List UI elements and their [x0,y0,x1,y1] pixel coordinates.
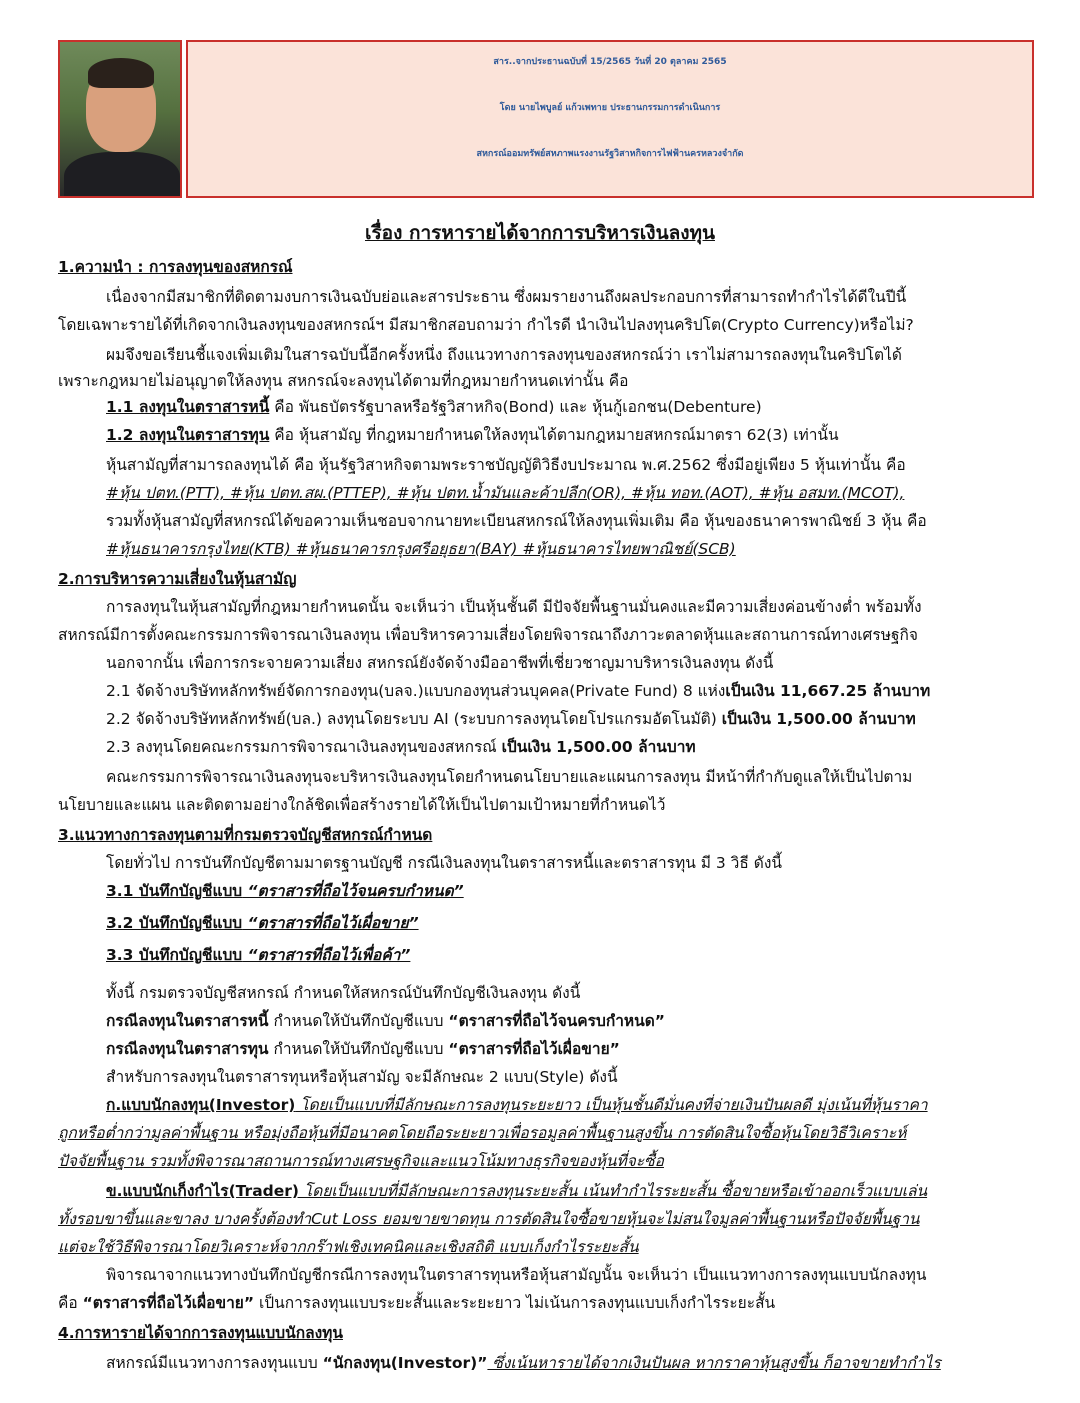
case-debt-heading: กรณีลงทุนในตราสารหนี้ [106,1012,269,1030]
s2-para2: นอกจากนั้น เพื่อการกระจายความเสี่ยง สหกรณ์ยังจัดจ้างมืออาชีพที่เชี่ยวชาญมาบริหารเงินลงทุน ดังนี้ [106,654,774,672]
item-2-1-amount: เป็นเงิน 11,667.25 ล้านบาท [725,682,931,700]
header-line-issue: สาร..จากประธานฉบับที่ 15/2565 วันที่ 20 ตุลาคม 2565 [493,57,727,67]
style-trader-line1 [106,1182,927,1201]
item-2-2-amount: เป็นเงิน 1,500.00 ล้านบาท [721,710,916,728]
case-debt-method: “ตราสารที่ถือไว้จนครบกำหนด” [448,1012,665,1030]
style-trader-line3: แต่จะใช้วิธีพิจารณาโดยวิเคราะห์จากกร๊าฟเชิงเทคนิคและเชิงสถิติ แบบเก็งกำไรระยะสั้น [58,1238,639,1256]
case-equity-method: “ตราสารที่ถือไว้เผื่อขาย” [448,1040,620,1058]
method-3-3-heading: 3.3 บันทึกบัญชีแบบ [106,946,243,964]
item-2-2 [106,710,916,729]
style-investor-text: โดยเป็นแบบที่มีลักษณะการลงทุนระยะยาว เป็นหุ้นชั้นดีมั่นคงที่จ่ายเงินปันผลดี มุ่งเน้นที่หุ้นราคา [295,1096,928,1114]
s3-para4-text: เป็นการลงทุนแบบระยะสั้นและระยะยาว ไม่เน้นการลงทุนแบบเก็งกำไรระยะสั้น [254,1294,776,1312]
s3-para4-line2 [58,1294,775,1313]
header-line-author: โดย นายไพบูลย์ แก้วเพทาย ประธานกรรมการดำเนินการ [499,103,721,113]
s2-para1-line1: การลงทุนในหุ้นสามัญที่กฎหมายกำหนดนั้น จะเห็นว่า เป็นหุ้นชั้นดี มีปัจจัยพื้นฐานมั่นคงและมีความเสี่ยงค่อนข้างต่ำ พร้อมทั้ง [106,598,922,616]
header-box [186,40,1034,198]
s1-para2-line1: ผมจึงขอเรียนชี้แจงเพิ่มเติมในสารฉบับนี้อีกครั้งหนึ่ง ถึงแนวทางการลงทุนของสหกรณ์ว่า เราไม่สามารถลงทุนในคริปโตได้ [106,346,902,364]
case-equity-text: กำหนดให้บันทึกบัญชีแบบ [268,1040,449,1058]
item-2-3-amount: เป็นเงิน 1,500.00 ล้านบาท [501,738,696,756]
style-trader-heading: ข.แบบนักเก็งกำไร(Trader) [106,1182,299,1200]
s4-para1-prefix: สหกรณ์มีแนวทางการลงทุนแบบ [106,1354,323,1372]
method-3-1 [106,882,464,901]
bank-hashtags: #หุ้นธนาคารกรุงไทย(KTB) #หุ้นธนาคารกรุงศรีอยุธยา(BAY) #หุ้นธนาคารไทยพาณิชย์(SCB) [106,540,736,558]
method-3-2-name: “ตราสารที่ถือไว้เผื่อขาย” [242,914,419,932]
s3-para4-prefix: คือ [58,1294,83,1312]
style-investor-heading: ก.แบบนักลงทุน(Investor) [106,1096,296,1114]
case-debt-text: กำหนดให้บันทึกบัญชีแบบ [268,1012,449,1030]
section-4-heading: 4.การหารายได้จากการลงทุนแบบนักลงทุน [58,1324,343,1342]
item-1-2-heading: 1.2 ลงทุนในตราสารทุน [106,426,270,444]
item-2-3 [106,738,696,757]
item-2-3-text: 2.3 ลงทุนโดยคณะกรรมการพิจารณาเงินลงทุนของสหกรณ์ [106,738,502,756]
method-3-2 [106,914,419,933]
s4-para1-text: ซึ่งเน้นหารายได้จากเงินปันผล หากราคาหุ้นสูงขึ้น ก็อาจขายทำกำไร [487,1354,941,1372]
header-line-organization: สหกรณ์ออมทรัพย์สหภาพแรงงานรัฐวิสาหกิจการไฟฟ้านครหลวงจำกัด [476,149,744,159]
item-2-1-text: 2.1 จัดจ้างบริษัทหลักทรัพย์จัดการกองทุน(บลจ.)แบบกองทุนส่วนบุคคล(Private Fund) 8 แห่ง [106,682,726,700]
style-investor-line2: ถูกหรือต่ำกว่ามูลค่าพื้นฐาน หรือมุ่งถือหุ้นที่มีอนาคตโดยถือระยะยาวเพื่อรอมูลค่าพื้นฐานสูงขึ้น การตัดสินใจซื้อหุ้นโดยวิธีวิเคราะห์ [58,1124,907,1142]
case-equity-heading: กรณีลงทุนในตราสารทุน [106,1040,269,1058]
s3-para1: โดยทั่วไป การบันทึกบัญชีตามมาตรฐานบัญชี กรณีเงินลงทุนในตราสารหนี้และตราสารทุน มี 3 วิธี ดังนี้ [106,854,782,872]
method-3-3 [106,946,410,965]
method-3-1-heading: 3.1 บันทึกบัญชีแบบ [106,882,243,900]
s3-para2: ทั้งนี้ กรมตรวจบัญชีสหกรณ์ กำหนดให้สหกรณ์บันทึกบัญชีเงินลงทุน ดังนี้ [106,984,581,1002]
s3-para4-line1: พิจารณาจากแนวทางบันทึกบัญชีกรณีการลงทุนในตราสารทุนหรือหุ้นสามัญนั้น จะเห็นว่า เป็นแนวทางการลงทุนแบบนักลงทุน [106,1266,927,1284]
section-2-heading: 2.การบริหารความเสี่ยงในหุ้นสามัญ [58,570,297,588]
item-1-2 [106,426,839,445]
stock-hashtags: #หุ้น ปตท.(PTT), #หุ้น ปตท.สผ.(PTTEP), #หุ้น ปตท.น้ำมันและค้าปลีก(OR), #หุ้น ทอท.(AOT), #หุ้น อสมท.(MCOT), [106,484,905,502]
document-title: เรื่อง การหารายได้จากการบริหารเงินลงทุน [364,222,715,244]
s4-para1 [106,1354,941,1373]
s1-para2-line2: เพราะกฎหมายไม่อนุญาตให้ลงทุน สหกรณ์จะลงทุนได้ตามที่กฎหมายกำหนดเท่านั้น คือ [58,372,629,390]
item-1-1-heading: 1.1 ลงทุนในตราสารหนี้ [106,398,270,416]
s2-para3-line1: คณะกรรมการพิจารณาเงินลงทุนจะบริหารเงินลงทุนโดยกำหนดนโยบายและแผนการลงทุน มีหน้าที่กำกับดูแลให้เป็นไปตาม [106,768,913,786]
method-3-3-name: “ตราสารที่ถือไว้เพื่อค้า” [242,946,411,964]
item-1-1 [106,398,762,417]
style-trader-line2: ทั้งรอบขาขึ้นและขาลง บางครั้งต้องทำCut Loss ยอมขายขาดทุน การตัดสินใจซื้อขายหุ้นจะไม่สนใจมูลค่าพื้นฐานหรือปัจจัยพื้นฐาน [58,1210,920,1228]
s1-para1-line2: โดยเฉพาะรายได้ที่เกิดจากเงินลงทุนของสหกรณ์ฯ มีสมาชิกสอบถามว่า กำไรดี นำเงินไปลงทุนคริปโต(Crypto Currency)หรือไม่? [58,316,914,334]
method-3-1-name: “ตราสารที่ถือไว้จนครบกำหนด” [242,882,464,900]
chairman-photo [58,40,182,198]
item-2-2-text: 2.2 จัดจ้างบริษัทหลักทรัพย์(บล.) ลงทุนโดยระบบ AI (ระบบการลงทุนโดยโปรแกรมอัตโนมัติ) [106,710,722,728]
item-2-1 [106,682,930,701]
case-equity [106,1040,620,1059]
s2-para1-line2: สหกรณ์มีการตั้งคณะกรรมการพิจารณาเงินลงทุน เพื่อบริหารความเสี่ยงโดยพิจารณาถึงภาวะตลาดหุ้นและสถานการณ์ทางเศรษฐกิจ [58,626,918,644]
s4-para1-style: “นักลงทุน(Investor)” [322,1354,488,1372]
s1-para1-line1: เนื่องจากมีสมาชิกที่ติดตามงบการเงินฉบับย่อและสารประธาน ซึ่งผมรายงานถึงผลประกอบการที่สามารถทำกำไรได้ดีในปีนี้ [106,288,907,306]
style-trader-text: โดยเป็นแบบที่มีลักษณะการลงทุนระยะสั้น เน้นทำกำไรระยะสั้น ซื้อขายหรือเข้าออกเร็วแบบเล่น [299,1182,928,1200]
style-investor-line1 [106,1096,928,1115]
item-1-2-line3: รวมทั้งหุ้นสามัญที่สหกรณ์ได้ขอความเห็นชอบจากนายทะเบียนสหกรณ์ให้ลงทุนเพิ่มเติม คือ หุ้นของธนาคารพาณิชย์ 3 หุ้น คือ [106,512,927,530]
case-debt [106,1012,665,1031]
s3-para3: สำหรับการลงทุนในตราสารทุนหรือหุ้นสามัญ จะมีลักษณะ 2 แบบ(Style) ดังนี้ [106,1068,618,1086]
style-investor-line3: ปัจจัยพื้นฐาน รวมทั้งพิจารณาสถานการณ์ทางเศรษฐกิจและแนวโน้มทางธุรกิจของหุ้นที่จะซื้อ [58,1152,664,1170]
section-3-heading: 3.แนวทางการลงทุนตามที่กรมตรวจบัญชีสหกรณ์กำหนด [58,826,433,844]
item-1-2-text: คือ หุ้นสามัญ ที่กฎหมายกำหนดให้ลงทุนได้ตามกฎหมายสหกรณ์มาตรา 62(3) เท่านั้น [269,426,839,444]
s3-para4-method: “ตราสารที่ถือไว้เผื่อขาย” [82,1294,255,1312]
section-1-heading: 1.ความนำ : การลงทุนของสหกรณ์ [58,258,293,276]
s2-para3-line2: นโยบายและแผน และติดตามอย่างใกล้ชิดเพื่อสร้างรายได้ให้เป็นไปตามเป้าหมายที่กำหนดไว้ [58,796,666,814]
method-3-2-heading: 3.2 บันทึกบัญชีแบบ [106,914,243,932]
item-1-1-text: คือ พันธบัตรรัฐบาลหรือรัฐวิสาหกิจ(Bond) และ หุ้นกู้เอกชน(Debenture) [269,398,762,416]
item-1-2-line2: หุ้นสามัญที่สามารถลงทุนได้ คือ หุ้นรัฐวิสาหกิจตามพระราชบัญญัติวิธีงบประมาณ พ.ศ.2562 ซึ่งมีอยู่เพียง 5 หุ้นเท่านั้น คือ [106,456,906,474]
